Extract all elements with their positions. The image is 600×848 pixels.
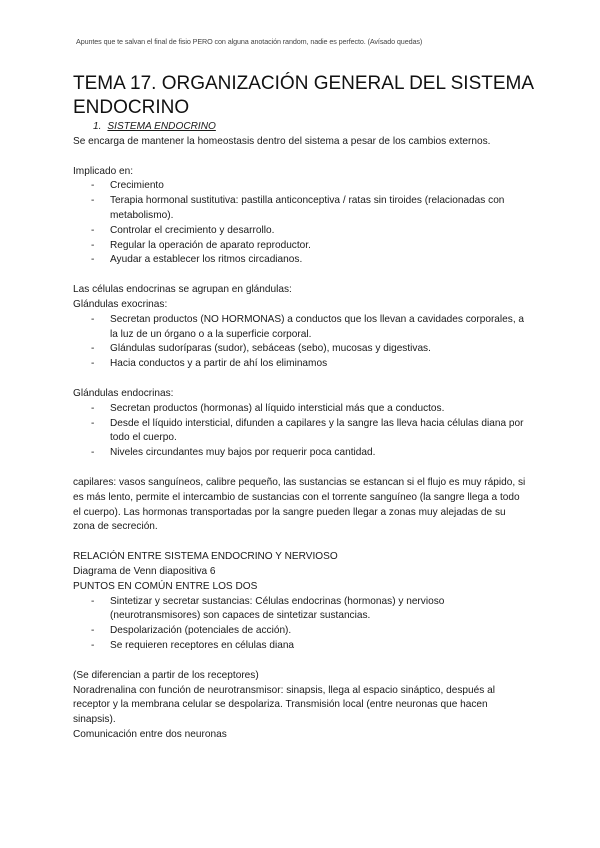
document-body — [73, 120, 528, 743]
list-item: - Regular la operación de aparato reproductor. — [73, 239, 528, 254]
exocrinas-label: Glándulas exocrinas: — [73, 298, 168, 310]
header-note: Apuntes que te salvan el final de fisio PERO con alguna anotación random, nadie es perfecto. (Avísado quedas) — [76, 37, 423, 46]
noradrenalina-paragraph: Noradrenalina con función de neurotransmisor: sinapsis, llega al espacio sináptico, después al receptor y la membrana celular se despolariza. Transmisión local (entre neuronas que hacen sinapsis). — [73, 684, 495, 726]
list-item: - Despolarización (potenciales de acción). — [73, 624, 528, 639]
section-heading — [73, 120, 528, 135]
list-item: - Terapia hormonal sustitutiva: pastilla anticonceptiva / ratas sin tiroides (relacionadas con metabolismo). — [73, 194, 528, 224]
list-item: - Niveles circundantes muy bajos por requerir poca cantidad. — [73, 446, 528, 461]
list-item: - Sintetizar y secretar sustancias: Células endocrinas (hormonas) y nervioso (neurotransmisores) son capaces de sintetizar sustancias. — [73, 595, 528, 625]
list-item: - Controlar el crecimiento y desarrollo. — [73, 224, 528, 239]
list-item: - Secretan productos (NO HORMONAS) a conductos que los llevan a cavidades corporales, a la luz de un órgano o a la superficie corporal. — [73, 313, 528, 343]
list-item: - Desde el líquido intersticial, difunden a capilares y la sangre las lleva hacia células diana por todo el cuerpo. — [73, 417, 528, 447]
list-item: - Hacia conductos y a partir de ahí los eliminamos — [73, 357, 528, 372]
capilares-paragraph: capilares: vasos sanguíneos, calibre pequeño, las sustancias se estancan si el flujo es muy rápido, si es más lento, permite el intercambio de sustancias con el torrente sanguíneo (la sangre llega a todo el cuerpo). Las hormonas transportadas por la sangre pueden llegar a zonas muy alejadas de su zona de secreción. — [73, 476, 526, 533]
exocrinas-list — [73, 313, 528, 372]
comunicacion-line: Comunicación entre dos neuronas — [73, 728, 227, 740]
relacion-heading: RELACIÓN ENTRE SISTEMA ENDOCRINO Y NERVIOSO — [73, 551, 338, 563]
intro-paragraph: Se encarga de mantener la homeostasis dentro del sistema a pesar de los cambios externos. — [73, 135, 491, 147]
list-item: - Secretan productos (hormonas) al líquido intersticial más que a conductos. — [73, 402, 528, 417]
implicado-list — [73, 179, 528, 268]
diagrama-line: Diagrama de Venn diapositiva 6 — [73, 565, 216, 577]
section-title: SISTEMA ENDOCRINO — [107, 121, 216, 132]
diferencian-line: (Se diferencian a partir de los receptores) — [73, 669, 259, 681]
puntos-label: PUNTOS EN COMÚN ENTRE LOS DOS — [73, 580, 258, 592]
page-title: TEMA 17. ORGANIZACIÓN GENERAL DEL SISTEMA ENDOCRINO — [73, 73, 533, 118]
celulas-line: Las células endocrinas se agrupan en glándulas: — [73, 284, 292, 296]
list-item: - Ayudar a establecer los ritmos circadianos. — [73, 253, 528, 268]
puntos-list — [73, 595, 528, 654]
section-number: 1. — [93, 121, 102, 132]
endocrinas-list — [73, 402, 528, 461]
implicado-label: Implicado en: — [73, 165, 134, 177]
list-item: - Glándulas sudoríparas (sudor), sebáceas (sebo), mucosas y digestivas. — [73, 342, 528, 357]
list-item: - Crecimiento — [73, 179, 528, 194]
endocrinas-label: Glándulas endocrinas: — [73, 387, 174, 399]
list-item: - Se requieren receptores en células diana — [73, 639, 528, 654]
